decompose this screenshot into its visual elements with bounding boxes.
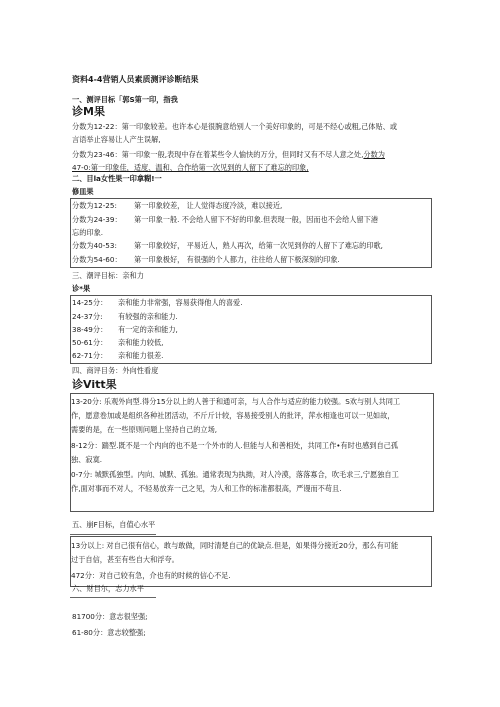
section-3-row: 50-61分： 亲和能力较低, xyxy=(72,338,164,347)
section-6-line: 81700分：意志很坚强; xyxy=(72,612,148,621)
section-4-line: 8-12分：踹型.既不是一个内向的也不是一个外市的人.但能与人和善相处，共同工作•有时也感到自己孤 xyxy=(71,441,399,450)
section-4-line: 作，愿意卷加或是组织各种社团活动，不斤斤计较，容易接受别人的批评，萍水相逢也可以一见如故， xyxy=(71,411,395,420)
section-4-diagnosis-label: 诊Vitt果 xyxy=(72,378,117,391)
section-5-line: 13分以上: 对自己很有信心，敢与敢做，同时清楚自己的优缺点.但是，如果得分接近20分，那么有可能 xyxy=(71,541,399,550)
section-1-diagnosis-label: 诊M果 xyxy=(72,105,105,118)
section-4-line: 作,面对事而不对人，不轻易放弃一己之见，为人和工作的标准都很高，严谩而不苟且. xyxy=(71,484,342,493)
section-3-heading: 三、潮评目标：亲和力 xyxy=(72,271,144,280)
section-3-row: 24-37分: 有较强的亲和能力. xyxy=(72,312,178,321)
section-3-row: 38-49分： 有一定的亲和能力, xyxy=(72,325,178,334)
section-1-para-2b: 47-0:第一印象佳，适度、温和、合作给第一次见到的人留下了难忘的印象, xyxy=(72,163,309,172)
section-2-row: 分数为12-25: 第一印象较差， 让人觉得态度冷淡，难以接近, xyxy=(72,201,283,210)
section-3-row: 62-71分： 亲和能力很差. xyxy=(72,351,164,360)
section-1-para-1a: 分数为12-22：第一印象较差。也许本心是很腕意给别人一个美好印象的，可是不经心或粗,己体贴、或 xyxy=(72,122,398,131)
section-4-line: 需要的是，在一些原则问题上坚持自己的立场, xyxy=(71,425,218,434)
section-5-divider xyxy=(70,534,156,535)
section-4-heading: 四、商评目务：外向性看度 xyxy=(72,366,159,375)
section-6-divider xyxy=(70,597,156,598)
section-2-heading: 二、目la女性果一印拿糊!一 xyxy=(72,174,162,183)
section-2-row: 分数为54-60： 第一印象极好， 有很强的个人都力，往往给人留下极深刻的印象. xyxy=(72,255,340,264)
section-4-line: 13-20分: 乐观外向型.得分15分以上的人善于和通可亲，与人合作与适应的能力较强。S欢与别人共同工 xyxy=(71,397,401,406)
section-2-result-box xyxy=(70,198,432,268)
document-title: 资料4-4营销人员素质测评诊断结果 xyxy=(72,75,199,84)
section-2-row: 忘的印象. xyxy=(72,228,104,237)
section-1-para-1b: 言语举止容易让人产生误解, xyxy=(72,135,161,144)
section-5-line: 472分：对自己较有急，介也有的时候的信心不足. xyxy=(71,571,231,580)
section-4-line: 独、寂寞. xyxy=(71,455,103,464)
section-3-row: 14-25分： 亲和能力非常强，容易获得他人的喜爱. xyxy=(72,298,243,307)
section-1-para-2a: 分数为23-46：第一印象一般,表现中存在着某些令人愉快的万分，但同时又有不尽人意之处,分数为 xyxy=(72,150,385,159)
section-6-heading: 六、财目尔，志力水平 xyxy=(72,584,144,593)
section-2-row: 分数为40-53: 第一印象较好， 平易近人，熟人再次，给第一次见到你的人留下了难忘的印歌, xyxy=(72,241,383,250)
section-6-line: 61-80分：意志较整强; xyxy=(72,628,146,637)
section-5-heading: 五、崩F目标，自值心水平 xyxy=(72,520,156,529)
section-2-row: 分数为24-39： 第一印象一般. 不会给人留下不好的印象.但表现一般，因而也不会给人留下港 xyxy=(72,215,379,224)
section-3-result-box xyxy=(70,295,432,364)
section-2-diagnosis-label: 修皿果 xyxy=(72,187,94,196)
section-5-line: 过于自信，甚至有些自大和浮夸。 xyxy=(71,555,179,564)
section-5-result-box xyxy=(70,536,432,587)
section-3-diagnosis-label: 诊*果 xyxy=(72,284,91,293)
section-4-line: 0-7分: 城默孤独型。内向、城默、孤独。通常表现为执拗，对人冷漠，落落寡合，吹毛求三,宁愿独自工 xyxy=(71,470,399,479)
section-4-result-box xyxy=(70,393,434,512)
section-1-heading: 一、测评目标「郭S第一印，指我 xyxy=(72,95,178,104)
